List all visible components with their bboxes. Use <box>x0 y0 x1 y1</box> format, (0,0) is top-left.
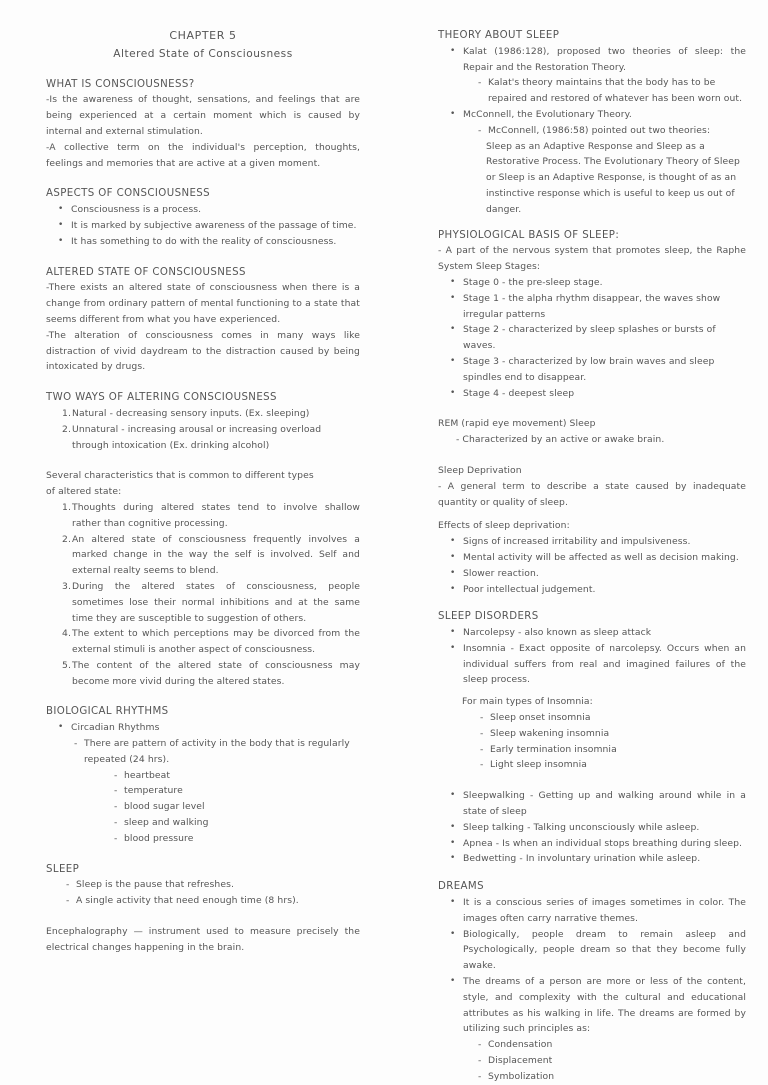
section-heading: PHYSIOLOGICAL BASIS OF SLEEP: <box>438 229 620 241</box>
list-item: - Early termination insomnia <box>478 742 746 758</box>
paragraph: -A collective term on the individual's perception, thoughts, feelings and memories that are active at a given moment. <box>46 141 360 169</box>
list-item: • Poor intellectual judgement. <box>438 582 746 598</box>
list-item: • The dreams of a person are more or less of the content, style, and complexity with the cultural and educational attributes as his walking in life. The dreams are formed by utilizing such principles as: <box>438 974 746 1037</box>
list-item: - Kalat's theory maintains that the body has to be repaired and restored of whatever has been worn out. <box>476 75 746 107</box>
paragraph: - A general term to describe a state caused by inadequate quantity or quality of sleep. <box>438 480 746 508</box>
list-item: • Slower reaction. <box>438 566 746 582</box>
list-item: 5. The content of the altered state of consciousness may become more vivid during the altered states. <box>62 659 360 687</box>
list-item: 3. During the altered states of consciousness, people sometimes lose their normal inhibitions and at the same time they are susceptible to suggestion of others. <box>62 580 360 624</box>
bullet-list <box>438 44 746 76</box>
bullet-list <box>438 275 746 401</box>
list-item: • It is marked by subjective awareness of the passage of time. <box>46 218 360 234</box>
list-item: - Displacement <box>476 1053 746 1069</box>
list-item: • Signs of increased irritability and impulsiveness. <box>438 534 746 550</box>
numbered-list <box>46 500 360 690</box>
list-item: - McConnell, (1986:58) pointed out two theories: <box>476 123 746 139</box>
list-item: - Sleep is the pause that refreshes. <box>64 877 360 893</box>
paragraph: - A part of the nervous system that promotes sleep, the Raphe System Sleep Stages: <box>438 245 746 273</box>
left-column <box>46 28 360 956</box>
section-heading: SLEEP DISORDERS <box>438 611 539 623</box>
dash-list <box>478 710 746 773</box>
list-item: • Stage 3 - characterized by low brain waves and sleep spindles end to disappear. <box>438 354 746 386</box>
list-item: • Stage 0 - the pre-sleep stage. <box>438 275 746 291</box>
list-item: 2. Unnatural - increasing arousal or increasing overload through intoxication (Ex. drinking alcohol) <box>62 423 322 451</box>
list-item: 2. An altered state of consciousness frequently involves a marked change in the way the self is involved. Self and external realty seems to blend. <box>62 533 360 577</box>
subheading: Sleep Deprivation <box>438 464 522 476</box>
section-heading: BIOLOGICAL RHYTHMS <box>46 706 169 718</box>
list-item: • Circadian Rhythms <box>46 720 360 736</box>
list-item: • It has something to do with the reality of consciousness. <box>46 234 360 250</box>
paragraph: Encephalography — instrument used to measure precisely the electrical changes happening in the brain. <box>46 926 360 953</box>
list-item: • Apnea - Is when an individual stops breathing during sleep. <box>438 836 746 852</box>
list-item: • Stage 4 - deepest sleep <box>438 386 746 402</box>
list-item: 4. The extent to which perceptions may be divorced from the external stimuli is another aspect of consciousness. <box>62 628 360 656</box>
list-item: - blood pressure <box>112 831 360 847</box>
list-item: • Kalat (1986:128), proposed two theories of sleep: the Repair and the Restoration Theory. <box>438 44 746 76</box>
paragraph-intro: For main types of Insomnia: <box>462 696 593 708</box>
bullet-list <box>438 534 746 597</box>
list-item: • Biologically, people dream to remain asleep and Psychologically, people dream so that they become fully awake. <box>438 927 746 974</box>
bullet-list <box>46 202 360 249</box>
list-item: - blood sugar level <box>112 799 360 815</box>
bullet-list <box>438 895 746 1037</box>
list-item: - A single activity that need enough time (8 hrs). <box>64 893 360 909</box>
list-item: • Sleep talking - Talking unconsciously while asleep. <box>438 820 746 836</box>
bullet-list <box>46 720 360 736</box>
section-heading: ASPECTS OF CONSCIOUSNESS <box>46 188 211 200</box>
list-item: - Symbolization <box>476 1069 746 1085</box>
dash-list <box>476 1037 746 1084</box>
list-item: • McConnell, the Evolutionary Theory. <box>438 107 746 123</box>
dash-list <box>476 123 746 139</box>
list-item: • Narcolepsy - also known as sleep attack <box>438 625 746 641</box>
paragraph: - Characterized by an active or awake brain. <box>456 434 665 446</box>
chapter-subtitle: Altered State of Consciousness <box>113 47 293 60</box>
dash-list <box>72 736 360 768</box>
list-item: • Insomnia - Exact opposite of narcolepsy. Occurs when an individual suffers from real and imagined failures of the sleep process. <box>438 641 746 688</box>
subheading: REM (rapid eye movement) Sleep <box>438 418 596 430</box>
bullet-list <box>438 625 746 688</box>
list-item: 1. Thoughts during altered states tend to involve shallow rather than cognitive processing. <box>62 501 360 529</box>
paragraph-intro: Several characteristics that is common to different types <box>46 470 314 482</box>
paragraph-intro: of altered state: <box>46 486 122 498</box>
list-item: 1. Natural - decreasing sensory inputs. (Ex. sleeping) <box>62 407 310 419</box>
subheading: Effects of sleep deprivation: <box>438 520 570 532</box>
list-item: • Stage 2 - characterized by sleep splashes or bursts of waves. <box>438 322 746 354</box>
list-item: • Consciousness is a process. <box>46 202 360 218</box>
list-item: • Bedwetting - In involuntary urination while asleep. <box>438 851 746 867</box>
list-item: - heartbeat <box>112 768 360 784</box>
section-heading: THEORY ABOUT SLEEP <box>438 30 560 41</box>
list-item: - Condensation <box>476 1037 746 1053</box>
section-heading: SLEEP <box>46 863 80 875</box>
bullet-list <box>438 788 746 867</box>
section-heading: DREAMS <box>438 881 484 893</box>
list-item: - temperature <box>112 783 360 799</box>
paragraph: -Is the awareness of thought, sensations, and feelings that are being experienced at a certain moment which is caused by internal and external stimulation. <box>46 94 360 137</box>
paragraph: -There exists an altered state of consciousness when there is a change from ordinary pattern of mental functioning to a state that seems different from what you have experienced. <box>46 282 360 325</box>
list-item: • Mental activity will be affected as well as decision making. <box>438 550 746 566</box>
dash-list <box>476 75 746 107</box>
chapter-title: CHAPTER 5 <box>169 29 237 42</box>
dash-list <box>112 768 360 847</box>
list-item: - There are pattern of activity in the body that is regularly repeated (24 hrs). <box>72 736 360 768</box>
list-item: - Sleep onset insomnia <box>478 710 746 726</box>
right-column <box>438 28 746 1085</box>
dash-list <box>64 877 360 909</box>
paragraph: -The alteration of consciousness comes in many ways like distraction of vivid daydream to the distraction caused by being intoxicated by drugs. <box>46 329 360 373</box>
section-heading: WHAT IS CONSCIOUSNESS? <box>46 78 195 90</box>
numbered-list <box>46 406 360 453</box>
section-heading: ALTERED STATE OF CONSCIOUSNESS <box>46 266 246 278</box>
list-item: • Stage 1 - the alpha rhythm disappear, the waves show irregular patterns <box>438 291 746 323</box>
paragraph: Sleep as an Adaptive Response and Sleep as a Restorative Process. The Evolutionary Theory of Sleep or Sleep is an Adaptive Response, is thought of as an instinctive response which is useful to keep us out of danger. <box>486 140 740 215</box>
list-item: • Sleepwalking - Getting up and walking around while in a state of sleep <box>438 788 746 820</box>
list-item: - Sleep wakening insomnia <box>478 726 746 742</box>
section-heading: TWO WAYS OF ALTERING CONSCIOUSNESS <box>46 392 277 404</box>
list-item: - Light sleep insomnia <box>478 757 746 773</box>
list-item: - sleep and walking <box>112 815 360 831</box>
bullet-list <box>438 107 746 123</box>
list-item: • It is a conscious series of images sometimes in color. The images often carry narrative themes. <box>438 895 746 927</box>
